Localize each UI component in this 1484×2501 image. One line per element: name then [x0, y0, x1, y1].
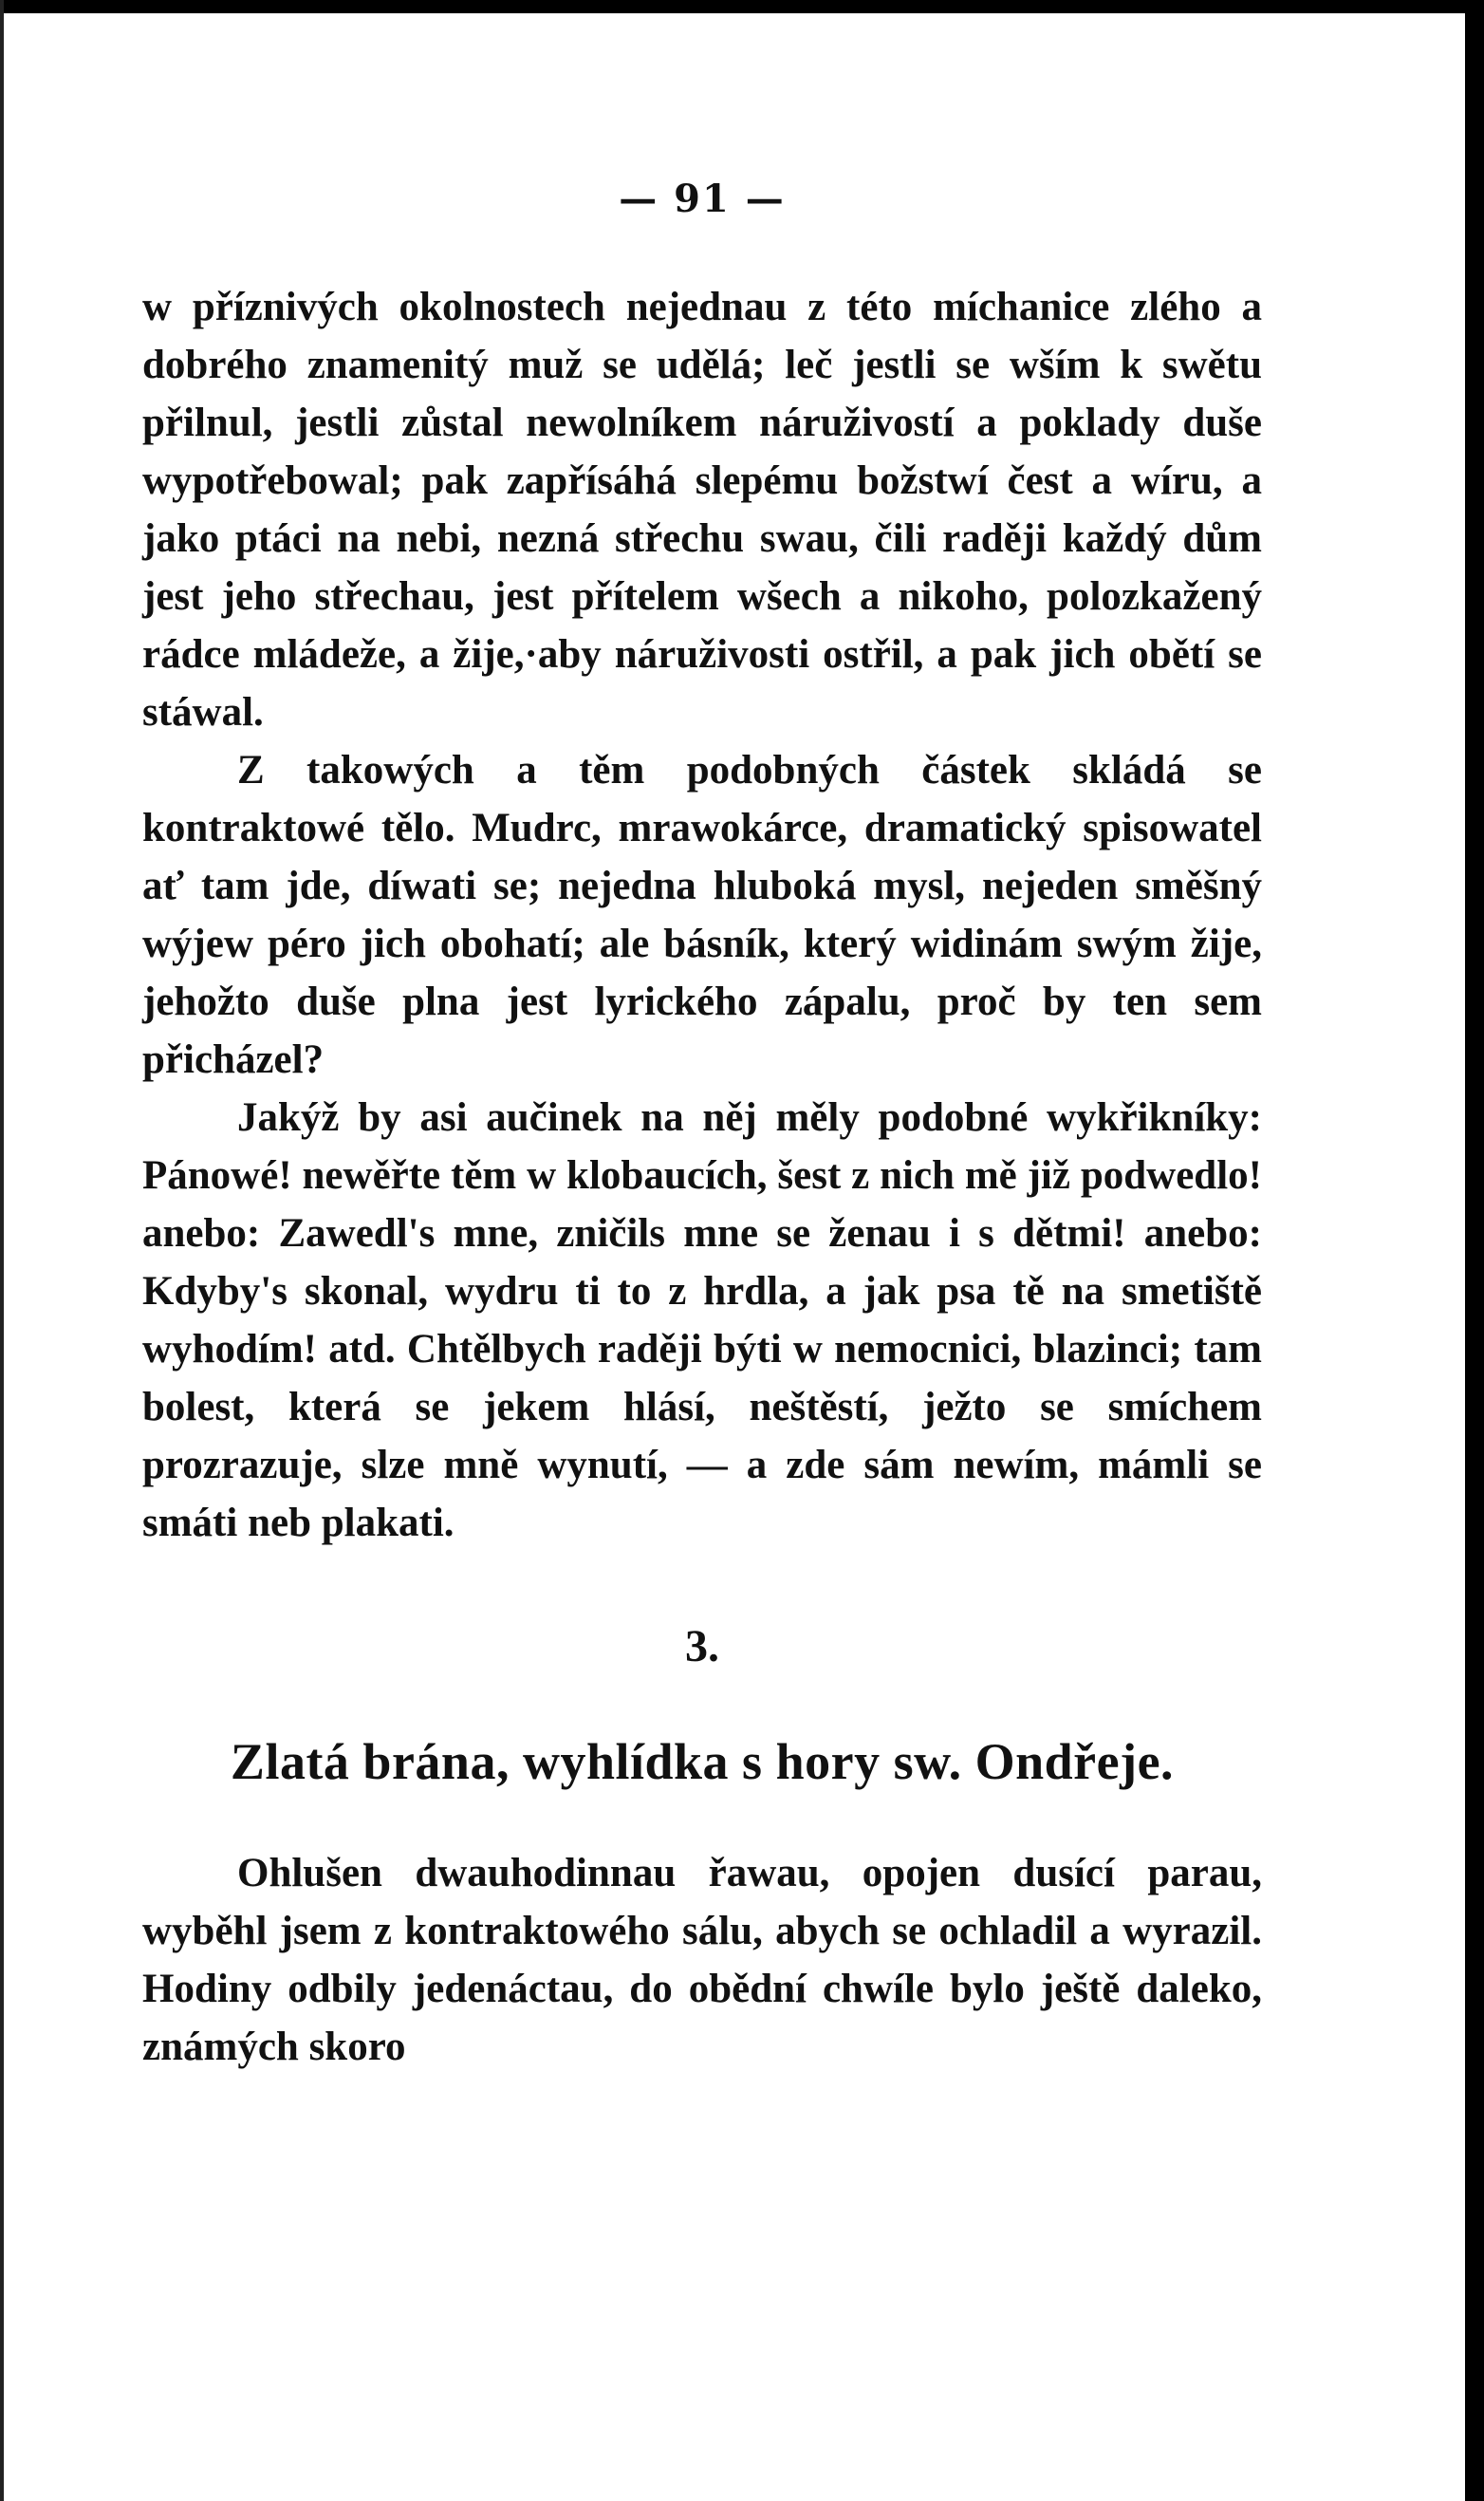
section-title: Zlatá brána, wyhlídka s hory sw. Ondřeje. — [230, 1733, 1175, 1790]
paragraph-2: Z takowých a těm podobných částek skládá se kontraktowé tělo. Mudrc, mrawokárce, dramatický spisowatel ať tam jde, díwati se; nejedna hluboká mysl, nejeden směšný wýjew péro jich obohatí; ale básník, který widinám swým žije, jehožto duše plna jest lyrického zápalu, proč by ten sem přicházel? — [142, 748, 1262, 1082]
paragraph-1: w příznivých okolnostech nejednau z této míchanice zlého a dobrého znamenitý muž se udělá; leč jestli se wším k swětu přilnul, jestli zůstal newolníkem náruživostí a poklady duše wypotřebowal; pak zapřísáhá slepému božstwí čest a wíru, a jako ptáci na nebi, nezná střechu swau, čili raději každý dům jest jeho střechau, jest přítelem wšech a nikoho, polozkažený rádce mládeže, a žije,·aby náruživosti ostřil, a pak jich obětí se stáwal. — [142, 285, 1262, 735]
scan-edge-top — [0, 0, 1484, 13]
book-page — [142, 176, 1262, 2076]
page-number: — 91 — — [619, 177, 786, 221]
section-number: 3. — [685, 1621, 719, 1671]
body-text — [142, 278, 1262, 1552]
paragraph-3: Jakýž by asi aučinek na něj měly podobné wykřikníky: Pánowé! newěřte těm w klobaucích, šest z nich mě již podwedlo! anebo: Zawedl's mne, zničils mne se ženau i s dětmi! anebo: Kdyby's skonal, wydru ti to z hrdla, a jak psa tě na smetiště wyhodím! atd. Chtělbych raději býti w nemocnici, blazinci; tam bolest, která se jekem hlásí, neštěstí, ježto se smíchem prozrazuje, slze mně wynutí, — a zde sám newím, mámli se smáti neb plakati. — [142, 1095, 1262, 1545]
section-paragraph-1: Ohlušen dwauhodinnau řawau, opojen dusící parau, wyběhl jsem z kontraktowého sálu, abych se ochladil a wyrazil. Hodiny odbily jedenáctau, do obědní chwíle bylo ještě daleko, známých skoro — [142, 1851, 1262, 2069]
section-body-text — [142, 1844, 1262, 2076]
scan-edge-left — [0, 0, 4, 2501]
scan-edge-right — [1465, 0, 1484, 2501]
